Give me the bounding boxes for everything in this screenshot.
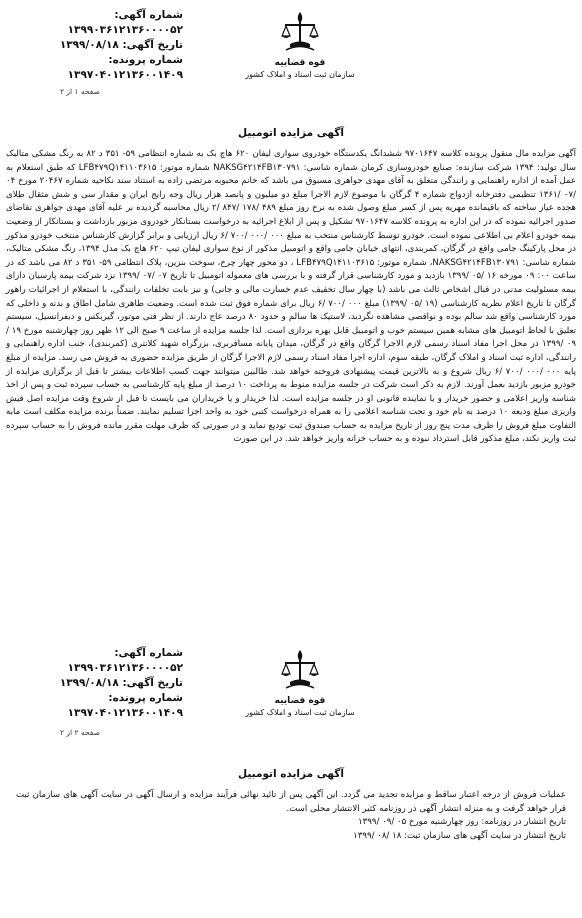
ad-date-row <box>8 676 183 691</box>
ad-date: ۱۳۹۹/۰۸/۱۸ <box>59 39 119 51</box>
site-publish-date: تاریخ انتشار در سایت آگهی های سازمان ثبت: ۱۸ /۰۸ /۱۳۹۹ <box>353 830 566 841</box>
scales-of-justice-icon <box>280 646 320 692</box>
ad-number-row <box>8 646 183 676</box>
auction-notice-body <box>6 148 576 447</box>
scales-of-justice-icon <box>280 8 320 54</box>
page-number-page2: صفحه ۲ از ۲ <box>60 728 100 737</box>
registry-org-label: سازمان ثبت اسناد و املاک کشور <box>245 708 355 717</box>
registry-org-label: سازمان ثبت اسناد و املاک کشور <box>245 70 355 79</box>
case-number-row <box>8 53 183 83</box>
case-number-row <box>8 691 183 721</box>
ad-date-row <box>8 38 183 53</box>
notice-paragraph: عملیات فروش از درجه اعتبار ساقط و مزایده تجدید می گردد. این آگهی پس از تائید نهائی فرآیند مزایده و ارسال آگهی در سایت آگهی های سازمان ثبت قرار خواهد گرفت و به منزله انتشار آگهی در روزنامه کثیر الانتشار محلی است. <box>16 790 566 814</box>
ad-number: ۱۳۹۹۰۳۶۱۲۱۳۶۰۰۰۰۵۲ <box>67 24 183 36</box>
judiciary-emblem-page2 <box>245 646 355 718</box>
case-number-label: شماره پرونده: <box>108 54 183 66</box>
ad-number-row <box>8 8 183 38</box>
newspaper-publish-date: تاریخ انتشار در روزنامه: روز چهارشنبه مورخ ۰۵ /۰۹ /۱۳۹۹ <box>357 817 566 828</box>
ad-number: ۱۳۹۹۰۳۶۱۲۱۳۶۰۰۰۰۵۲ <box>67 662 183 674</box>
notice-paragraph: آگهی مزایده مال منقول پرونده کلاسه ۹۷۰۱۶۴۷ ششدانگ یکدستگاه خودروی سواری لیفان ۶۲۰ هاچ بک به شماره انتظامی ۵۹- ۳۵۱ د ۸۲ به رنگ مشکی متالیک سال تولید: ۱۳۹۴ شرکت سازنده: صنایع خودروسازی کرمان شماره شاسی: NAKSG۴۲۱۴FB۱۳۰۷۹۱ شماره موتور: LFB۴۷۹Q۱۴۱۱۰۳۶۱۵ که طبق استعلام به عمل آمده از اداره راهنمایی و رانندگی متعلق به آقای مهدی جواهری مسبوق می باشد که خانم محبوبه مرتضی زاده به استناد سند نکاحیه شماره ۲۰۴۶۷ مورخ ۰۴ /۰۷ /۱۳۶۱ تنظیمی دفترخانه ازدواج شماره ۴ گرگان با موضوع لازم الاجرا مبلغ دو میلیون و پانصد هزار ریال وجه رایج ایران و مقدار سی و شش مثقال طلای هجده عیار ساخته که باقیمانده مهریه پس از کسر مبلغ وصول شده به نرخ روز مبلغ ۴۸۹ /۱۷۸ /۸۴۷ /۲ ریال محاسبه گردیده بر علیه آقای مهدی جواهری تقاضای صدور اجرائیه نموده که در این اداره به پرونده کلاسه ۹۷۰۱۶۴۷ تشکیل و پس از ابلاغ اجرائیه به درخواست بستانکار خودروی مزبور بازداشت و بستانکار از وضعیت بیمه خودرو اعلام بی اطلاعی نموده است. خودرو توسط کارشناس منتخب به مبلغ ۰۰۰ /۰۰۰ /۷۰۰ /۶ ریال ارزیابی و برابر گزارش کارشناس منتخب خودرو مذکور در محل پارکینگ جامی واقع در گرگان، کمربندی، انتهای خیابان جامی واقع و اتومبیل مذکور از نوع سواری لیفان تیپ ۶۲۰ هاچ بک مدل ۱۳۹۴، رنگ مشکی متالیک، شماره شاسی: NAKSG۴۲۱۴FB۱۳۰۷۹۱، شماره موتور: LFB۴۷۹Q۱۴۱۱۰۳۶۱۵ ، دو محور چهار چرخ، سوخت بنزین، پلاک انتظامی ۵۹- ۳۵۱ د ۸۲ می باشد که در ساعت ۰۰: ۰۹ مورخه ۱۶ /۰۵ /۱۳۹۹ بازدید و مورد کارشناسی قرار گرفته و با بررسی های معموله اتومبیل تا تاریخ ۰۷ /۰۷ /۱۳۹۹ نزد شرکت بیمه پارسیان دارای بیمه مسئولیت مدنی در قبال اشخاص ثالث می باشد (با چهار سال تخفیف عدم خسارت مالی و جانی) و نیز بابت تخلفات رانندگی، با استعلام از اجرائیات راهور گرگان تا تاریخ اعلام نظریه کارشناسی (۱۹ /۰۵ /۱۳۹۹) مبلغ ۰۰۰ /۷۰۰ /۶ ریال برای شماره فوق ثبت شده است. وضعیت ظاهری شامل اطاق و بدنه و داخلی که مورد کارشناسی واقع شد سالم بوده و نواقصی مشاهده نگردید، لاستیک ها سالم و حدود ۸۰ درصد عاج دارند. از نظر فنی موتور، گیربکس و دیفرانسیل، سیستم تعلیق با لحاظ اتومبیل های مشابه همین سیستم خوب و اتومبیل قابل بهره برداری است. لذا جلسه مزایده از ساعت ۹ صبح الی ۱۲ ظهر روز چهارشنبه مورخ ۱۹ /۰۹ /۱۳۹۹ در محل اجرا مفاد اسناد رسمی لازم الاجرا گرگان واقع در گرگان، میدان پایانه مسافربری، بزرگراه شهید کلانتری (کمربندی)، جنب اداره راهنمایی و رانندگی، اداره ثبت اسناد و املاک گرگان، طبقه سوم، اداره اجرا مفاد اسناد رسمی لازم الاجرا گرگان از طریق مزایده حضوری به فروش می رسد. مزایده از مبلغ پایه ۰۰۰ /۰۰۰ /۷۰۰ /۶ ریال شروع و به بالاترین قیمت پیشنهادی فروخته خواهد شد. طالبین میتوانند جهت کسب اطلاعات بیشتر تا قبل از برگزاری مزایده از خودرو مزبور بازدید بعمل آورند. لازم به ذکر است شرکت در جلسه مزایده منوط به پرداخت ۱۰ درصد از مبلغ پایه کارشناسی به حساب سپرده ثبت و پس از اخذ شناسه واریز اعلامی و حضور خریدار و یا نماینده قانونی او در جلسه مزایده است. لذا خریدار و یا خریداران می بایست تا قبل از شروع وقت مزایده اصل فیش واریزی مبلغ ودیعه ۱۰ درصد به نام خود و تحت شناسه اعلامی را به همراه درخواست کتبی خود به واحد اجرا تسلیم نمایند. ضمناً برنده مزایده مکلف است مابه التفاوت مبلغ فروش را ظرف مدت پنج روز از تاریخ مزایده به حساب صندوق ثبت تودیع نماید و در صورتی که ظرف مهلت مقرر مانده فروش را به حساب سپرده ثبت واریز نکند، مبلغ مذکور قابل استرداد نبوده و به حساب خزانه واریز خواهد شد. در این صورت <box>6 149 576 445</box>
ad-number-label: شماره آگهی: <box>114 647 183 659</box>
case-number: ۱۳۹۷۰۴۰۱۲۱۳۶۰۰۱۴۰۹ <box>67 707 183 719</box>
ad-meta-block <box>8 8 183 83</box>
judiciary-label: قوه قضاییه <box>274 58 326 68</box>
ad-date: ۱۳۹۹/۰۸/۱۸ <box>59 677 119 689</box>
ad-meta-block-page2 <box>8 646 183 721</box>
page-title: آگهی مزایده اتومبیل <box>238 127 344 139</box>
page-title-page2: آگهی مزایده اتومبیل <box>238 768 344 780</box>
ad-number-label: شماره آگهی: <box>114 9 183 21</box>
page-number: صفحه ۱ از ۲ <box>60 87 100 96</box>
judiciary-label: قوه قضاییه <box>274 696 326 706</box>
ad-date-label: تاریخ آگهی: <box>122 39 183 51</box>
case-number: ۱۳۹۷۰۴۰۱۲۱۳۶۰۰۱۴۰۹ <box>67 69 183 81</box>
auction-notice-body-page2 <box>16 789 566 843</box>
judiciary-emblem <box>245 8 355 80</box>
ad-date-label: تاریخ آگهی: <box>122 677 183 689</box>
case-number-label: شماره پرونده: <box>108 692 183 704</box>
